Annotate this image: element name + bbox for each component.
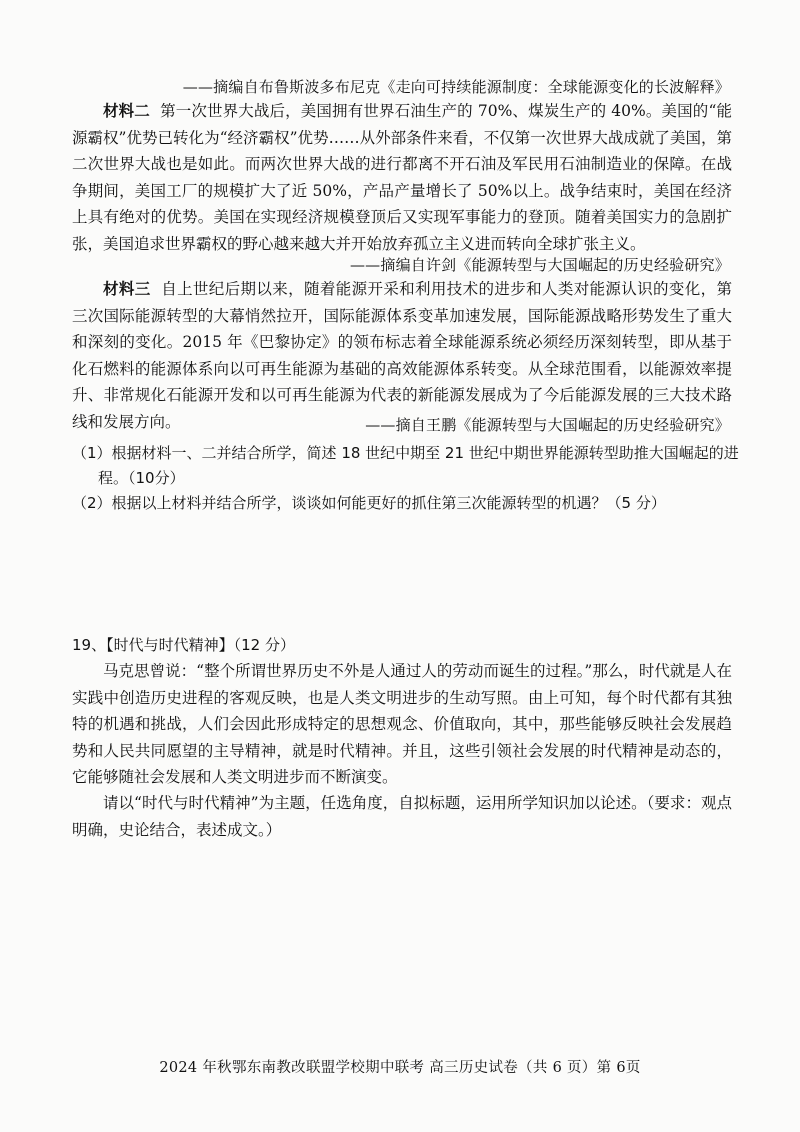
question-19-prompt: 请以“时代与时代精神”为主题，任选角度，自拟标题，运用所学知识加以论述。（要求：观点明确，史论结合，表述成文。） bbox=[72, 794, 732, 839]
material2-text: 第一次世界大战后，美国拥有世界石油生产的 70%、煤炭生产的 40%。美国的“能源霸权”优势已转化为“经济霸权”优势……从外部条件来看，不仅第一次世界大战成就了美国，第二次世界大战也是如此。而两次世界大战的进行都离不开石油及军民用石油制造业的保障。在战争期间，美国工厂的规模扩大了近 50%，产品产量增长了 50%以上。战争结束时，美国在经济上具有绝对的优势。美国在实现经济规模登顶后又实现军事能力的登顶。随着美国实力的急剧扩张，美国追求世界霸权的野心越来越大并开始放弃孤立主义进而转向全球扩张主义。 bbox=[72, 102, 733, 253]
page-footer: 2024 年秋鄂东南教改联盟学校期中联考 高三历史试卷（共 6 页）第 6页 bbox=[159, 1060, 641, 1076]
material2-label: 材料二 bbox=[103, 102, 150, 120]
question-19-title: 19、【时代与时代精神】（12 分） bbox=[72, 636, 295, 654]
material2-paragraph bbox=[72, 98, 732, 257]
question-2: （2）根据以上材料并结合所学，谈谈如何能更好的抓住第三次能源转型的机遇？（5 分） bbox=[72, 494, 666, 512]
material3-text: 自上世纪后期以来，随着能源开采和利用技术的进步和人类对能源认识的变化，第三次国际能源转型的大幕悄然拉开，国际能源体系变革加速发展，国际能源战略形势发生了重大和深刻的变化。2015 年《巴黎协定》的领布标志着全球能源系统必须经历深刻转型，即从基于化石燃料的能源体系向以可再生能源为基础的高效能源体系转变。从全球范围看，以能源效率提升、非常规化石能源开发和以可再生能源为代表的新能源发展成为了今后能源发展的三大技术路线和发展方向。 bbox=[72, 280, 732, 431]
question-1: （1）根据材料一、二并结合所学，简述 18 世纪中期至 21 世纪中期世界能源转型助推大国崛起的进程。（10分） bbox=[72, 444, 739, 487]
material2-source: ——摘编自许剑《能源转型与大国崛起的历史经验研究》 bbox=[349, 256, 730, 274]
material1-source: ——摘编自布鲁斯波多布尼克《走向可持续能源制度：全球能源变化的长波解释》 bbox=[182, 78, 730, 96]
material3-label: 材料三 bbox=[103, 280, 151, 298]
material3-paragraph bbox=[72, 276, 732, 435]
material3-source: ——摘自王鹏《能源转型与大国崛起的历史经验研究》 bbox=[365, 416, 730, 434]
question-19-paragraph-1: 马克思曾说：“整个所谓世界历史不外是人通过人的劳动而诞生的过程。”那么，时代就是人在实践中创造历史进程的客观反映，也是人类文明进步的生动写照。由上可知，每个时代都有其独特的机遇和挑战，人们会因此形成特定的思想观念、价值取向，其中，那些能够反映社会发展趋势和人民共同愿望的主导精神，就是时代精神。并且，这些引领社会发展的时代精神是动态的，它能够随社会发展和人类文明进步而不断演变。 bbox=[72, 662, 732, 786]
